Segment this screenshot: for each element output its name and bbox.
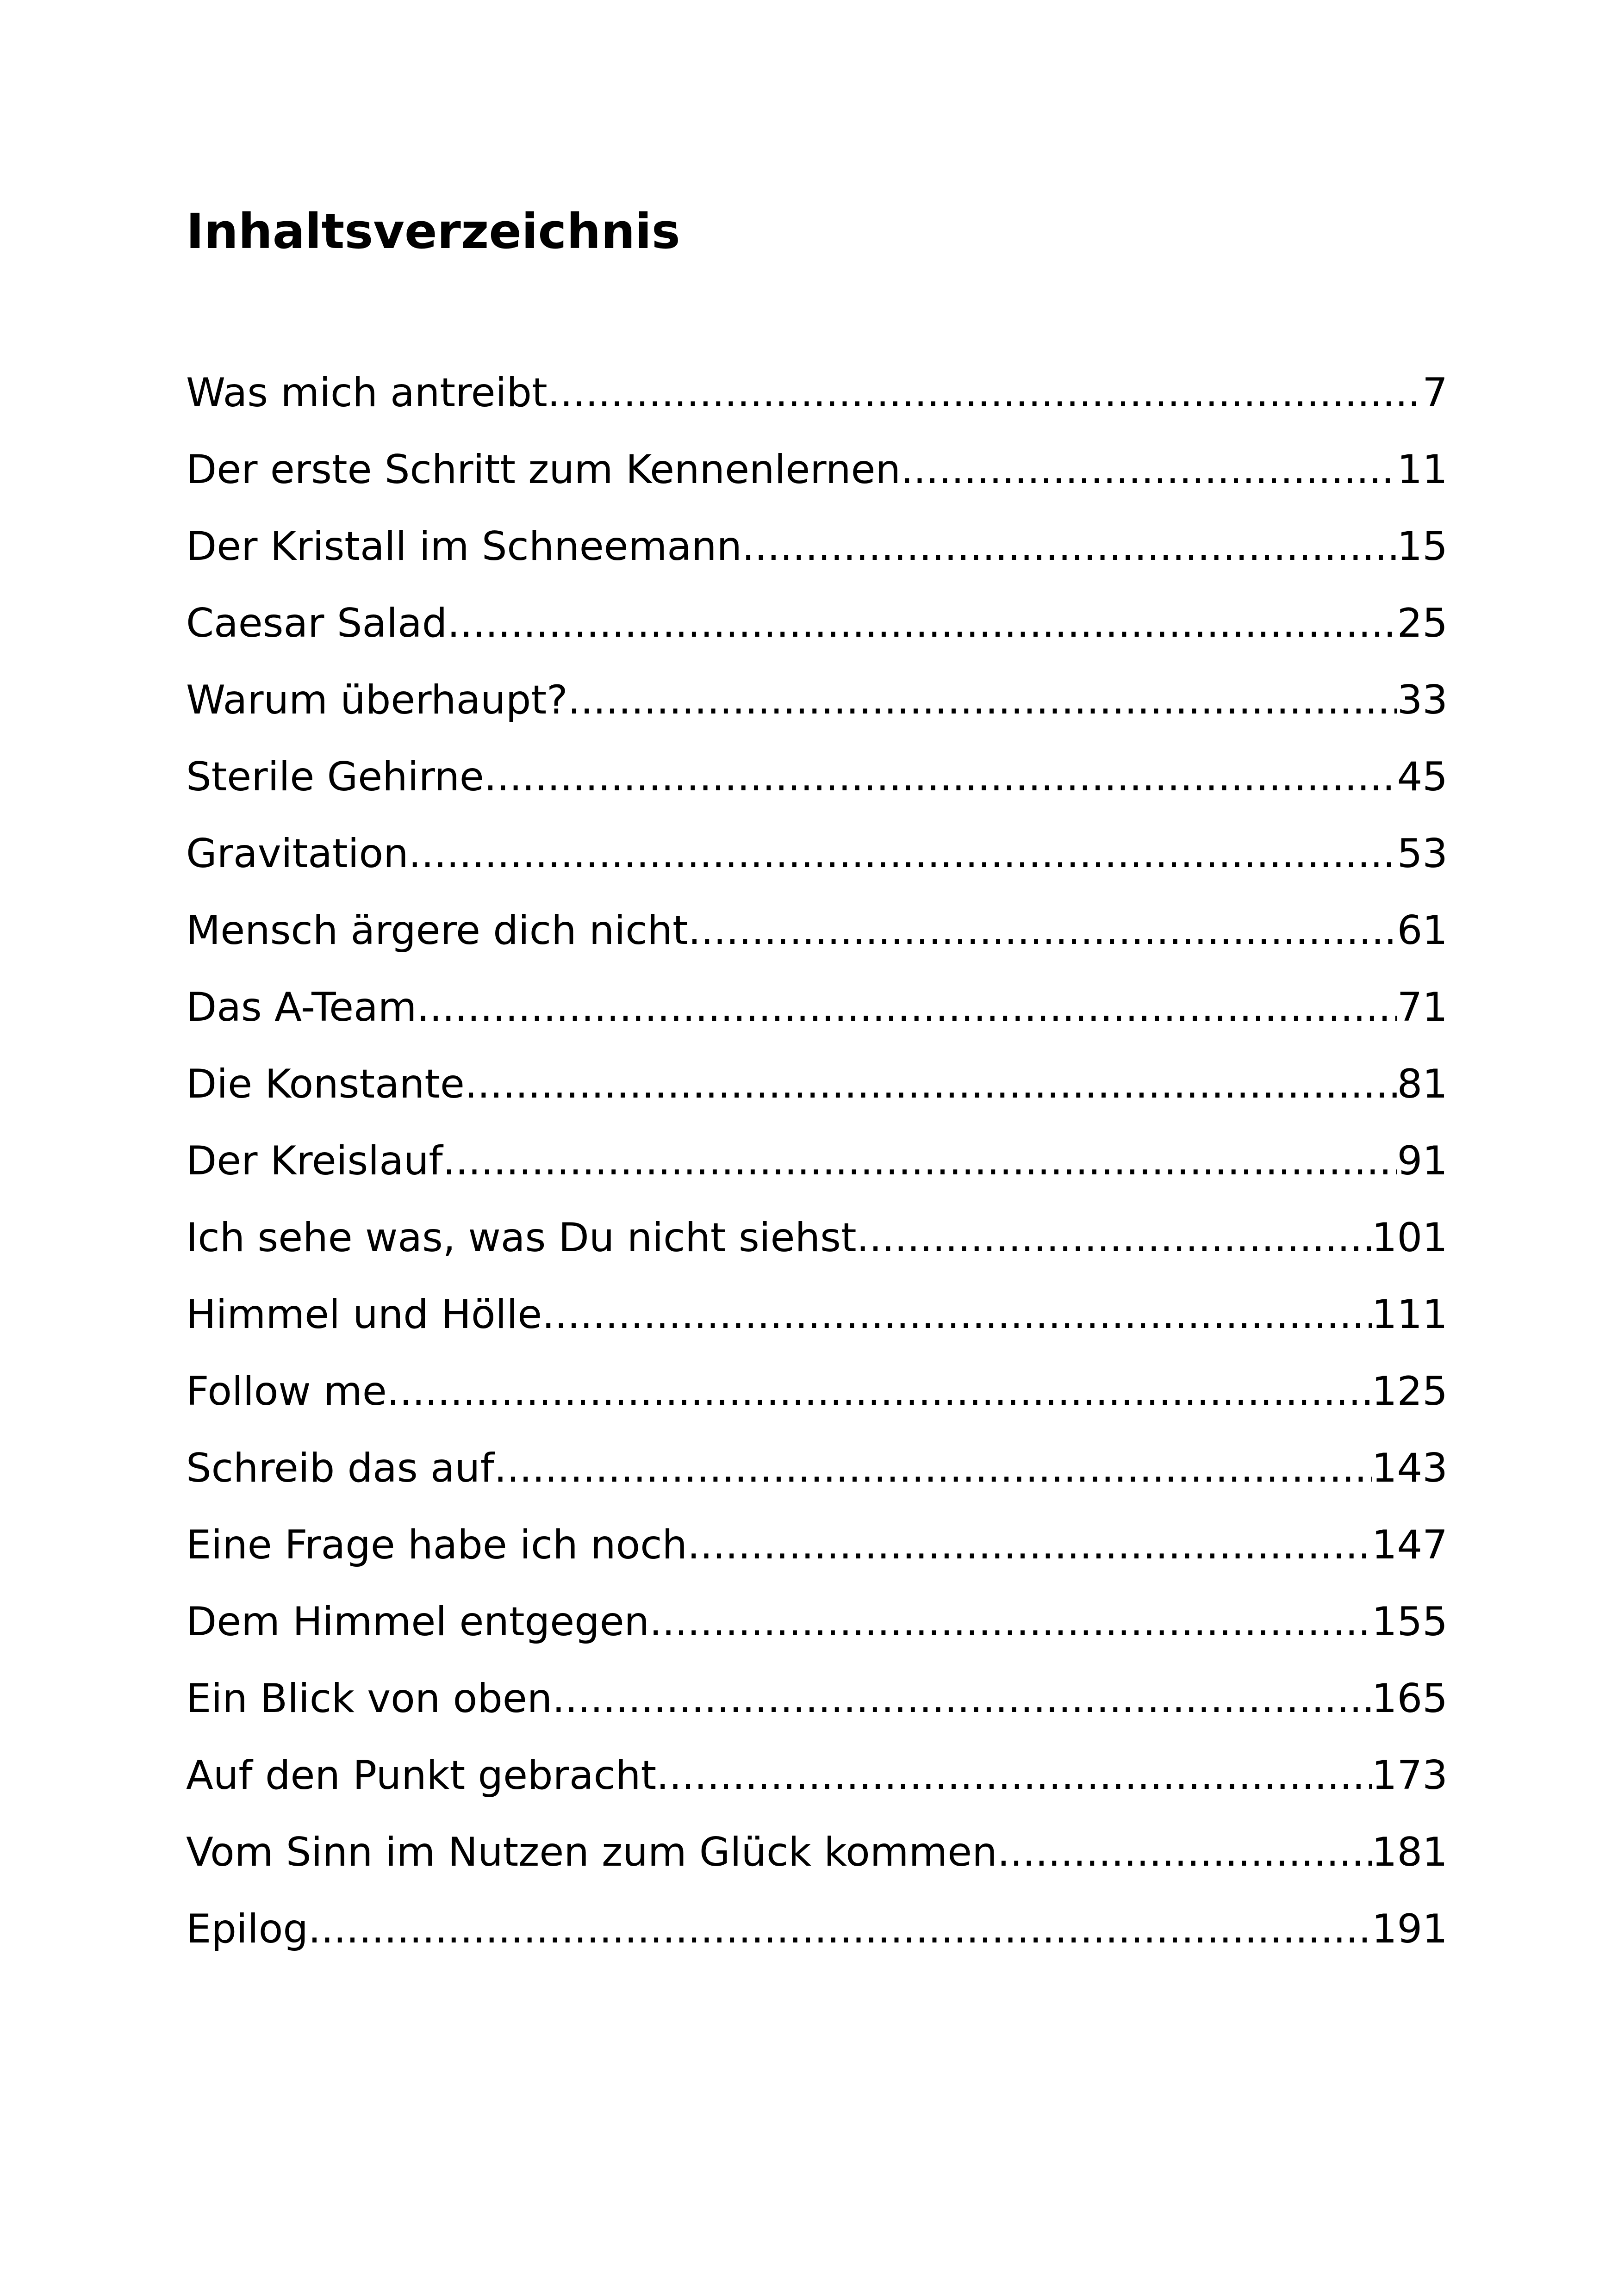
toc-entry-title: Sterile Gehirne [186, 738, 484, 815]
toc-entry-page-number: 7 [1422, 370, 1448, 416]
toc-entry [186, 1353, 1448, 1430]
dot-leader [649, 1583, 1372, 1660]
dot-leader [742, 508, 1397, 585]
toc-entry-title: Epilog [186, 1891, 308, 1967]
toc-entry-page-number: 173 [1371, 1752, 1448, 1799]
dot-leader [308, 1891, 1372, 1967]
dot-leader [688, 892, 1397, 969]
toc-entry-title: Die Konstante [186, 1046, 465, 1123]
toc-entry-title: Was mich antreibt [186, 354, 548, 431]
toc-entry-page-number: 101 [1371, 1215, 1448, 1261]
toc-entry [186, 1737, 1448, 1814]
toc-entry [186, 431, 1448, 508]
toc-entry-title: Schreib das auf [186, 1430, 494, 1507]
toc-entry [186, 662, 1448, 738]
toc-entry [186, 508, 1448, 585]
toc-entry-page-number: 33 [1397, 677, 1448, 723]
toc-entry [186, 1507, 1448, 1583]
toc-entry-title: Ich sehe was, was Du nicht siehst [186, 1199, 857, 1276]
toc-entry-title: Ein Blick von oben [186, 1660, 552, 1737]
toc-entry-page-number: 125 [1371, 1368, 1448, 1415]
toc-entry-title: Vom Sinn im Nutzen zum Glück kommen [186, 1814, 997, 1891]
toc-entry-title: Caesar Salad [186, 585, 447, 662]
toc-entry [186, 738, 1448, 815]
toc-entry-title: Das A-Team [186, 969, 417, 1046]
toc-entry-page-number: 143 [1371, 1445, 1448, 1491]
toc-entry [186, 1123, 1448, 1199]
toc-entry-page-number: 181 [1371, 1829, 1448, 1875]
toc-heading: Inhaltsverzeichnis [186, 203, 680, 260]
toc-entry-title: Der Kreislauf [186, 1123, 443, 1199]
toc-entry [186, 1660, 1448, 1737]
toc-entry-page-number: 111 [1371, 1291, 1448, 1338]
toc-entry [186, 1430, 1448, 1507]
toc-entry [186, 1583, 1448, 1660]
dot-leader [997, 1814, 1372, 1891]
toc-entry [186, 815, 1448, 892]
toc-entry-page-number: 191 [1371, 1906, 1448, 1952]
dot-leader [447, 585, 1397, 662]
dot-leader [417, 969, 1397, 1046]
toc-entry-title: Warum überhaupt? [186, 662, 568, 738]
dot-leader [901, 431, 1397, 508]
toc-entry-title: Follow me [186, 1353, 387, 1430]
toc-entry-title: Gravitation [186, 815, 409, 892]
toc-entry-page-number: 45 [1397, 754, 1448, 800]
dot-leader [387, 1353, 1372, 1430]
toc-entry-page-number: 91 [1397, 1138, 1448, 1184]
dot-leader [443, 1123, 1397, 1199]
toc-entry [186, 354, 1448, 431]
dot-leader [656, 1737, 1372, 1814]
dot-leader [484, 738, 1397, 815]
toc-entry-title: Auf den Punkt gebracht [186, 1737, 656, 1814]
dot-leader [548, 354, 1423, 431]
toc-entry-page-number: 53 [1397, 831, 1448, 877]
dot-leader [494, 1430, 1372, 1507]
dot-leader [687, 1507, 1372, 1583]
toc-entry [186, 1199, 1448, 1276]
toc-entry-page-number: 15 [1397, 523, 1448, 570]
toc-entry [186, 969, 1448, 1046]
toc-entry [186, 1891, 1448, 1967]
toc-entry [186, 1814, 1448, 1891]
dot-leader [465, 1046, 1397, 1123]
dot-leader [857, 1199, 1372, 1276]
toc-entry-title: Der erste Schritt zum Kennenlernen [186, 431, 901, 508]
toc-entry [186, 892, 1448, 969]
dot-leader [409, 815, 1397, 892]
toc-entry-page-number: 165 [1371, 1675, 1448, 1722]
toc-list [186, 354, 1448, 1967]
toc-entry [186, 1276, 1448, 1353]
toc-entry [186, 1046, 1448, 1123]
toc-entry-page-number: 147 [1371, 1522, 1448, 1568]
toc-entry-page-number: 155 [1371, 1599, 1448, 1645]
dot-leader [552, 1660, 1372, 1737]
toc-entry-title: Mensch ärgere dich nicht [186, 892, 688, 969]
toc-entry-page-number: 11 [1397, 447, 1448, 493]
toc-entry-title: Eine Frage habe ich noch [186, 1507, 687, 1583]
toc-entry-page-number: 25 [1397, 600, 1448, 646]
toc-entry-title: Dem Himmel entgegen [186, 1583, 649, 1660]
dot-leader [568, 662, 1397, 738]
toc-entry-page-number: 81 [1397, 1061, 1448, 1107]
toc-entry-page-number: 61 [1397, 907, 1448, 954]
dot-leader [542, 1276, 1372, 1353]
toc-entry-page-number: 71 [1397, 984, 1448, 1030]
toc-entry-title: Himmel und Hölle [186, 1276, 542, 1353]
toc-entry-title: Der Kristall im Schneemann [186, 508, 742, 585]
toc-entry [186, 585, 1448, 662]
